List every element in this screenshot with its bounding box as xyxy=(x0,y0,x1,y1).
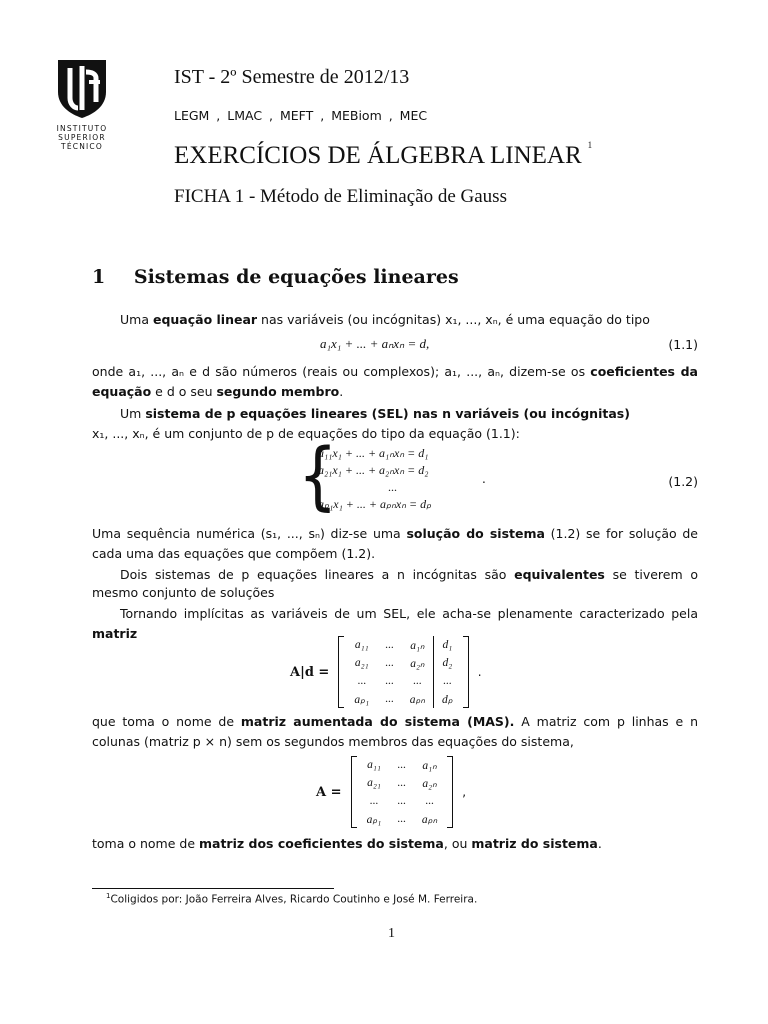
p2-text-c: e d o seu xyxy=(151,384,217,399)
p3-text-c: x₁, ..., xₙ, é um conjunto de p de equações do tipo da equação (1.1): xyxy=(92,426,520,441)
paragraph-2 xyxy=(92,362,698,402)
p1-text-c: nas variáveis (ou incógnitas) x₁, ..., xₙ, é uma equação do tipo xyxy=(257,312,650,327)
a-cell: aₚ₁ xyxy=(366,814,382,826)
logo-line-1: INSTITUTO xyxy=(56,124,108,133)
augmented-matrix-label: A|d = xyxy=(290,664,330,680)
paragraph-4 xyxy=(92,524,698,564)
paragraph-3 xyxy=(92,404,698,444)
paragraph-5 xyxy=(92,566,698,602)
title-text: EXERCÍCIOS DE ÁLGEBRA LINEAR xyxy=(174,142,582,169)
p4-text-c: (1.2) se for solução de cada uma das equações que compõem (1.2). xyxy=(92,526,698,561)
aug-cell: a₂ₙ xyxy=(410,658,425,670)
a-cell: a₂ₙ xyxy=(422,778,437,790)
ist-shield-icon xyxy=(56,58,108,120)
p5-term-equivalent: equivalentes xyxy=(514,567,605,582)
p4-text-a: Uma sequência numérica (s₁, ..., sₙ) diz-se uma xyxy=(92,526,407,541)
p8-text-a: toma o nome de xyxy=(92,836,199,851)
a-cell: ... xyxy=(397,813,406,825)
aug-cell: d₂ xyxy=(434,654,461,672)
a-cell: a₂₁ xyxy=(367,777,381,789)
p5-text-a: Dois sistemas de p equações lineares a n incógnitas são xyxy=(120,567,515,582)
document-title xyxy=(174,142,592,170)
system-line-2: a₂₁x₁ + ... + a₂ₙxₙ = d₂ xyxy=(318,463,429,477)
footnote-text: Coligidos por: João Ferreira Alves, Ricardo Coutinho e José M. Ferreira. xyxy=(110,893,478,906)
a-cell: ... xyxy=(397,777,406,789)
a-cell: ... xyxy=(369,795,379,807)
equation-1-1-number: (1.1) xyxy=(668,337,698,352)
p8-term-system-matrix: matriz do sistema xyxy=(471,836,598,851)
paragraph-7 xyxy=(92,712,698,752)
left-brace: { xyxy=(298,431,338,520)
aug-cell: a₂₁ xyxy=(354,657,369,669)
equation-1-1: a₁x₁ + ... + aₙxₙ = d, xyxy=(320,336,430,351)
aug-cell: ... xyxy=(385,675,394,687)
coefficient-matrix-comma: , xyxy=(462,785,467,799)
aug-cell: ... xyxy=(385,657,394,669)
aug-cell: ... xyxy=(357,675,367,687)
a-cell: a₁ₙ xyxy=(422,760,437,772)
aug-cell: aₚₙ xyxy=(409,694,425,706)
a-cell: aₚₙ xyxy=(421,814,438,826)
p5-text-c: se tiverem o mesmo conjunto de soluções xyxy=(92,567,698,600)
aug-cell: a₁₁ xyxy=(354,639,369,651)
title-footnote-mark: 1 xyxy=(587,140,593,150)
aug-cell: ... xyxy=(413,675,422,687)
ist-logo xyxy=(46,58,118,151)
p8-term-coefficient-matrix: matriz dos coeficientes do sistema xyxy=(199,836,444,851)
aug-cell: ... xyxy=(385,693,394,705)
p1-term-linear-equation: equação linear xyxy=(152,312,258,327)
aug-cell: ... xyxy=(385,639,394,651)
section-title: Sistemas de equações lineares xyxy=(133,266,459,288)
p7-text-c: A matriz com p linhas e n colunas (matriz p × n) sem os segundos membros das equações do sistema, xyxy=(92,714,698,749)
page-number: 1 xyxy=(388,926,395,941)
p8-text-c: , ou xyxy=(443,836,472,851)
a-cell: ... xyxy=(397,759,406,771)
p3-term-sel: sistema de p equações lineares (SEL) nas n variáveis (ou incógnitas) xyxy=(145,406,630,421)
semester-line: IST - 2º Semestre de 2012/13 xyxy=(174,66,410,88)
system-line-3: ... xyxy=(388,480,397,494)
p2-text-a: onde a₁, ..., aₙ e d são números (reais ou complexos); a₁, ..., aₙ, dizem-se os xyxy=(92,364,591,379)
augmented-matrix-period: . xyxy=(477,665,482,679)
p7-text-a: que toma o nome de xyxy=(92,714,241,729)
p6-text-a: Tornando implícitas as variáveis de um SEL, ele acha-se plenamente caracterizado pela xyxy=(120,606,698,621)
p4-term-solution: solução do sistema xyxy=(406,526,545,541)
aug-cell: aₚ₁ xyxy=(354,694,370,706)
coefficient-matrix-block xyxy=(316,756,466,828)
a-cell: ... xyxy=(397,795,406,807)
aug-cell: dₚ xyxy=(434,690,461,708)
p2-text-e: . xyxy=(339,384,344,399)
a-cell: a₁₁ xyxy=(367,759,381,771)
system-line-4: aₚ₁x₁ + ... + aₚₙxₙ = dₚ xyxy=(318,497,432,511)
logo-line-2: SUPERIOR xyxy=(58,133,106,142)
logo-line-3: TÉCNICO xyxy=(61,142,103,151)
paragraph-8 xyxy=(92,834,698,854)
p2-term-second-member: segundo membro xyxy=(216,384,340,399)
a-cell: ... xyxy=(425,795,434,807)
augmented-matrix xyxy=(338,636,468,708)
p3-text-a: Um xyxy=(120,406,146,421)
p6-term-matrix: matriz xyxy=(92,626,138,641)
footnote-mark: 1 xyxy=(106,892,111,900)
coefficient-matrix-label: A = xyxy=(316,784,342,800)
aug-cell: ... xyxy=(434,672,461,690)
equation-1-2-number: (1.2) xyxy=(668,474,698,489)
p2-term-coefficients: coeficientes da equação xyxy=(92,364,698,399)
footnote xyxy=(106,892,477,906)
p1-text-a: Uma xyxy=(120,312,153,327)
courses-line: LEGM , LMAC , MEFT , MEBiom , MEC xyxy=(174,108,428,123)
system-line-1: a₁₁x₁ + ... + a₁ₙxₙ = d₁ xyxy=(318,446,429,460)
paragraph-1 xyxy=(92,310,698,330)
augmented-matrix-block xyxy=(290,636,482,708)
section-heading xyxy=(92,266,459,288)
aug-cell: a₁ₙ xyxy=(410,640,425,652)
system-period: . xyxy=(482,472,486,486)
aug-cell: d₁ xyxy=(434,636,461,654)
section-number: 1 xyxy=(92,266,106,288)
p8-text-e: . xyxy=(597,836,602,851)
footnote-divider xyxy=(92,888,334,889)
document-subtitle: FICHA 1 - Método de Eliminação de Gauss xyxy=(174,186,507,207)
coefficient-matrix xyxy=(351,756,454,828)
p7-term-augmented-matrix: matriz aumentada do sistema (MAS). xyxy=(240,714,515,729)
